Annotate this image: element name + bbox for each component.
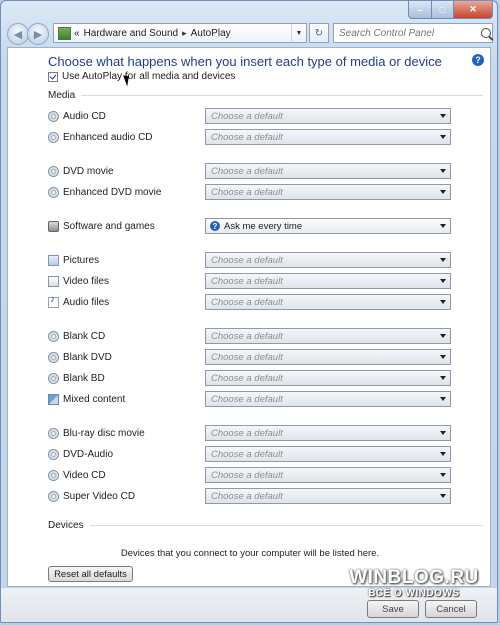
- select-value: Choose a default: [211, 393, 283, 405]
- dropdown-arrow-icon[interactable]: [440, 397, 446, 401]
- search-icon[interactable]: [481, 28, 491, 38]
- section-divider: [81, 95, 483, 96]
- default-action-select-blank-dvd[interactable]: [205, 349, 451, 365]
- address-bar[interactable]: [53, 23, 307, 43]
- cancel-button[interactable]: Cancel: [425, 600, 477, 618]
- autoplay-checkbox-label: Use AutoPlay for all media and devices: [62, 71, 236, 82]
- dropdown-arrow-icon[interactable]: [440, 169, 446, 173]
- media-label-enhanced-audio-cd: Enhanced audio CD: [63, 131, 153, 143]
- dropdown-arrow-icon[interactable]: [440, 494, 446, 498]
- dropdown-arrow-icon[interactable]: [440, 258, 446, 262]
- select-value: Choose a default: [211, 448, 283, 460]
- media-label-pictures: Pictures: [63, 254, 100, 266]
- media-label-blank-cd: Blank CD: [63, 330, 106, 342]
- select-value: Choose a default: [211, 275, 283, 287]
- maximize-button[interactable]: □: [432, 1, 454, 19]
- disc-icon: [48, 470, 59, 481]
- select-value: Choose a default: [211, 254, 283, 266]
- dropdown-arrow-icon[interactable]: [440, 431, 446, 435]
- default-action-select-enhanced-audio-cd[interactable]: [205, 129, 451, 145]
- dropdown-arrow-icon[interactable]: [440, 114, 446, 118]
- media-label-blank-dvd: Blank DVD: [63, 351, 112, 363]
- disc-icon: [48, 111, 59, 122]
- devices-section-label: Devices: [48, 520, 84, 531]
- dropdown-arrow-icon[interactable]: [440, 135, 446, 139]
- video-files-icon: [48, 276, 59, 287]
- close-button[interactable]: ✕: [454, 1, 493, 19]
- dropdown-arrow-icon[interactable]: [440, 355, 446, 359]
- select-value: Choose a default: [211, 490, 283, 502]
- disc-icon: [48, 166, 59, 177]
- breadcrumb-separator-icon[interactable]: ▸: [182, 27, 187, 38]
- section-divider: [90, 525, 483, 526]
- media-label-software-and-games: Software and games: [63, 220, 155, 232]
- devices-info-text: Devices that you connect to your computer will be listed here.: [120, 548, 380, 559]
- select-value: Ask me every time: [224, 220, 303, 232]
- save-button[interactable]: Save: [367, 600, 419, 618]
- select-value: Choose a default: [211, 427, 283, 439]
- select-value: Choose a default: [211, 469, 283, 481]
- breadcrumb-hardware-and-sound[interactable]: Hardware and Sound: [83, 27, 179, 39]
- select-value: Choose a default: [211, 330, 283, 342]
- search-input[interactable]: [334, 28, 479, 39]
- back-button[interactable]: ◀: [7, 23, 29, 45]
- default-action-select-dvd-audio[interactable]: [205, 446, 451, 462]
- mixed-content-icon: [48, 394, 59, 405]
- watermark-subtitle: ВСЁ О WINDOWS: [368, 588, 460, 599]
- media-label-enhanced-dvd-movie: Enhanced DVD movie: [63, 186, 162, 198]
- disc-icon: [48, 373, 59, 384]
- software-icon: [48, 221, 59, 232]
- search-box[interactable]: [333, 23, 493, 43]
- disc-icon: [48, 428, 59, 439]
- disc-icon: [48, 132, 59, 143]
- default-action-select-video-files[interactable]: [205, 273, 451, 289]
- ask-question-icon: ?: [210, 221, 220, 231]
- default-action-select-mixed-content[interactable]: [205, 391, 451, 407]
- media-label-super-video-cd: Super Video CD: [63, 490, 136, 502]
- disc-icon: [48, 331, 59, 342]
- media-label-dvd-movie: DVD movie: [63, 165, 114, 177]
- media-label-dvd-audio: DVD-Audio: [63, 448, 114, 460]
- dropdown-arrow-icon[interactable]: [440, 279, 446, 283]
- select-value: Choose a default: [211, 110, 283, 122]
- default-action-select-video-cd[interactable]: [205, 467, 451, 483]
- select-value: Choose a default: [211, 296, 283, 308]
- help-icon[interactable]: ?: [472, 54, 484, 66]
- caption-buttons: [408, 1, 493, 19]
- devices-section-header: [48, 520, 483, 531]
- forward-button[interactable]: ▶: [27, 23, 49, 45]
- address-dropdown-icon[interactable]: ▼: [291, 24, 306, 42]
- media-label-audio-cd: Audio CD: [63, 110, 106, 122]
- pictures-icon: [48, 255, 59, 266]
- default-action-select-super-video-cd[interactable]: [205, 488, 451, 504]
- default-action-select-audio-files[interactable]: [205, 294, 451, 310]
- media-section-header: [48, 90, 483, 101]
- disc-icon: [48, 449, 59, 460]
- media-label-blank-bd: Blank BD: [63, 372, 105, 384]
- content-pane: [7, 47, 491, 587]
- dropdown-arrow-icon[interactable]: [440, 334, 446, 338]
- dropdown-arrow-icon[interactable]: [440, 452, 446, 456]
- media-label-audio-files: Audio files: [63, 296, 110, 308]
- control-panel-icon: [58, 27, 71, 40]
- reset-all-defaults-button[interactable]: Reset all defaults: [48, 566, 133, 582]
- navigation-bar: [7, 21, 491, 47]
- breadcrumb-autoplay[interactable]: AutoPlay: [190, 27, 231, 39]
- select-value: Choose a default: [211, 351, 283, 363]
- address-chevron[interactable]: «: [74, 27, 80, 39]
- disc-icon: [48, 491, 59, 502]
- select-value: Choose a default: [211, 186, 283, 198]
- audio-files-icon: [48, 297, 59, 308]
- default-action-select-blank-cd[interactable]: [205, 328, 451, 344]
- dropdown-arrow-icon[interactable]: [440, 376, 446, 380]
- default-action-select-blank-bd[interactable]: [205, 370, 451, 386]
- dropdown-arrow-icon[interactable]: [440, 473, 446, 477]
- dropdown-arrow-icon[interactable]: [440, 190, 446, 194]
- autoplay-checkbox[interactable]: [48, 72, 58, 82]
- dropdown-arrow-icon[interactable]: [440, 300, 446, 304]
- default-action-select-blu-ray-disc-movie[interactable]: [205, 425, 451, 441]
- page-title: Choose what happens when you insert each type of media or device: [48, 54, 442, 69]
- disc-icon: [48, 187, 59, 198]
- default-action-select-pictures[interactable]: [205, 252, 451, 268]
- default-action-select-software-and-games[interactable]: [205, 218, 451, 234]
- select-value: Choose a default: [211, 372, 283, 384]
- autoplay-checkbox-row[interactable]: [48, 71, 235, 82]
- select-value: Choose a default: [211, 165, 283, 177]
- disc-icon: [48, 352, 59, 363]
- refresh-button[interactable]: ↻: [309, 23, 329, 43]
- media-label-video-files: Video files: [63, 275, 109, 287]
- watermark-title: WINBLOG.RU: [349, 567, 479, 588]
- default-action-select-dvd-movie[interactable]: [205, 163, 451, 179]
- media-label-mixed-content: Mixed content: [63, 393, 126, 405]
- default-action-select-audio-cd[interactable]: [205, 108, 451, 124]
- media-label-video-cd: Video CD: [63, 469, 106, 481]
- default-action-select-enhanced-dvd-movie[interactable]: [205, 184, 451, 200]
- select-value: Choose a default: [211, 131, 283, 143]
- minimize-button[interactable]: –: [408, 1, 432, 19]
- dropdown-arrow-icon[interactable]: [440, 224, 446, 228]
- media-section-label: Media: [48, 90, 76, 101]
- media-label-blu-ray-disc-movie: Blu-ray disc movie: [63, 427, 145, 439]
- footer-bar: [1, 587, 498, 623]
